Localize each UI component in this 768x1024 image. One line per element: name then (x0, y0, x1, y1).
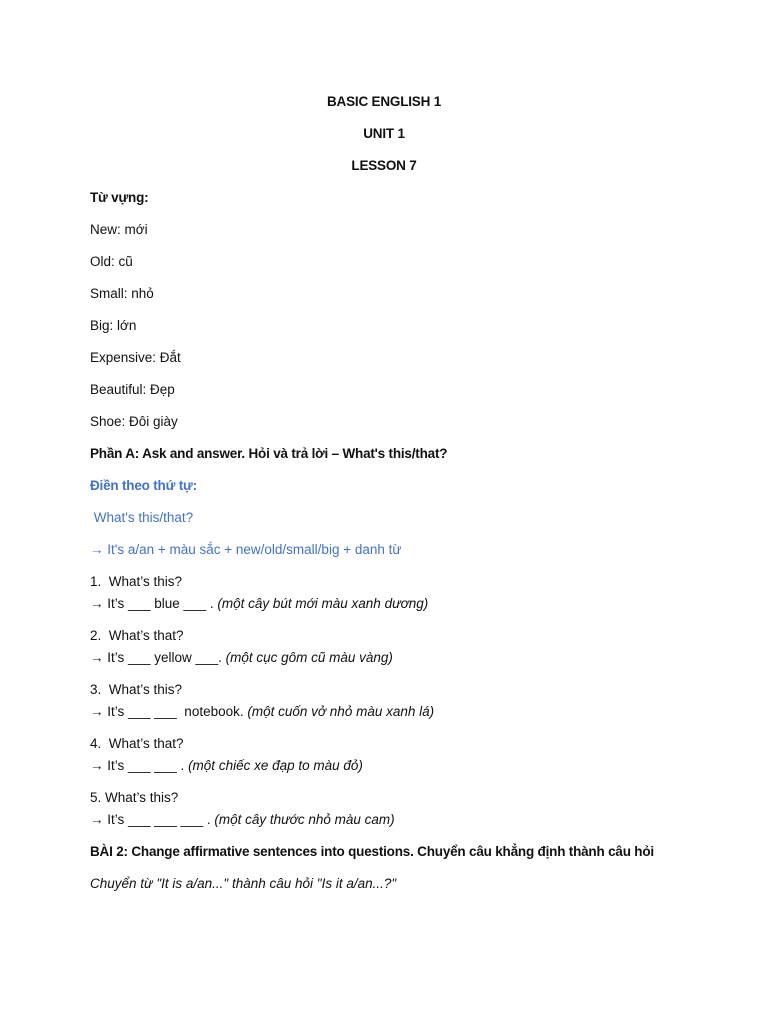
exercise-question: 4. What’s that? (90, 736, 184, 751)
pattern-question: What's this/that? (90, 510, 194, 525)
answer-hint: (một cây thước nhỏ màu cam) (214, 812, 395, 827)
lesson-label: LESSON 7 (351, 158, 417, 173)
exercise-answer (90, 811, 395, 829)
answer-text: → It’s ___ ___ . (90, 758, 189, 773)
exercise-answer (90, 595, 428, 613)
unit-label: UNIT 1 (363, 126, 405, 141)
answer-text: → It’s ___ ___ ___ . (90, 812, 215, 827)
vocab-item: New: mới (90, 222, 148, 237)
vocab-heading: Từ vựng: (90, 190, 149, 205)
vocab-item: Expensive: Đắt (90, 350, 181, 365)
part-a-heading: Phần A: Ask and answer. Hỏi và trả lời – What's this/that? (90, 446, 448, 461)
bai2-instruction: Chuyển từ "It is a/an..." thành câu hỏi "Is it a/an...?" (90, 876, 397, 891)
exercise-answer (90, 649, 393, 667)
answer-text: → It’s ___ yellow ___. (90, 650, 226, 665)
answer-text: → It’s ___ blue ___ . (90, 596, 218, 611)
vocab-item: Shoe: Đôi giày (90, 414, 178, 429)
document-title: BASIC ENGLISH 1 (326, 94, 442, 109)
exercise-answer (90, 757, 363, 775)
answer-hint: (một chiếc xe đạp to màu đỏ) (188, 758, 363, 773)
answer-hint: (một cây bút mới màu xanh dương) (217, 596, 429, 611)
answer-hint: (một cuốn vở nhỏ màu xanh lá) (247, 704, 435, 719)
pattern-answer: → It's a/an + màu sắc + new/old/small/big + danh từ (90, 542, 402, 557)
answer-hint: (một cục gôm cũ màu vàng) (225, 650, 393, 665)
vocab-item: Small: nhỏ (90, 286, 154, 301)
exercise-question: 1. What’s this? (90, 574, 183, 589)
exercise-question: 2. What’s that? (90, 628, 184, 643)
part-a-instruction: Điền theo thứ tự: (90, 478, 197, 493)
bai2-heading: BÀI 2: Change affirmative sentences into questions. Chuyển câu khẳng định thành câu hỏi (90, 844, 654, 859)
exercise-question: 5. What’s this? (90, 790, 179, 805)
answer-text: → It’s ___ ___ notebook. (90, 704, 248, 719)
exercise-question: 3. What’s this? (90, 682, 183, 697)
vocab-item: Beautiful: Đẹp (90, 382, 175, 397)
vocab-item: Old: cũ (90, 254, 133, 269)
exercise-answer (90, 703, 434, 721)
vocab-item: Big: lớn (90, 318, 137, 333)
